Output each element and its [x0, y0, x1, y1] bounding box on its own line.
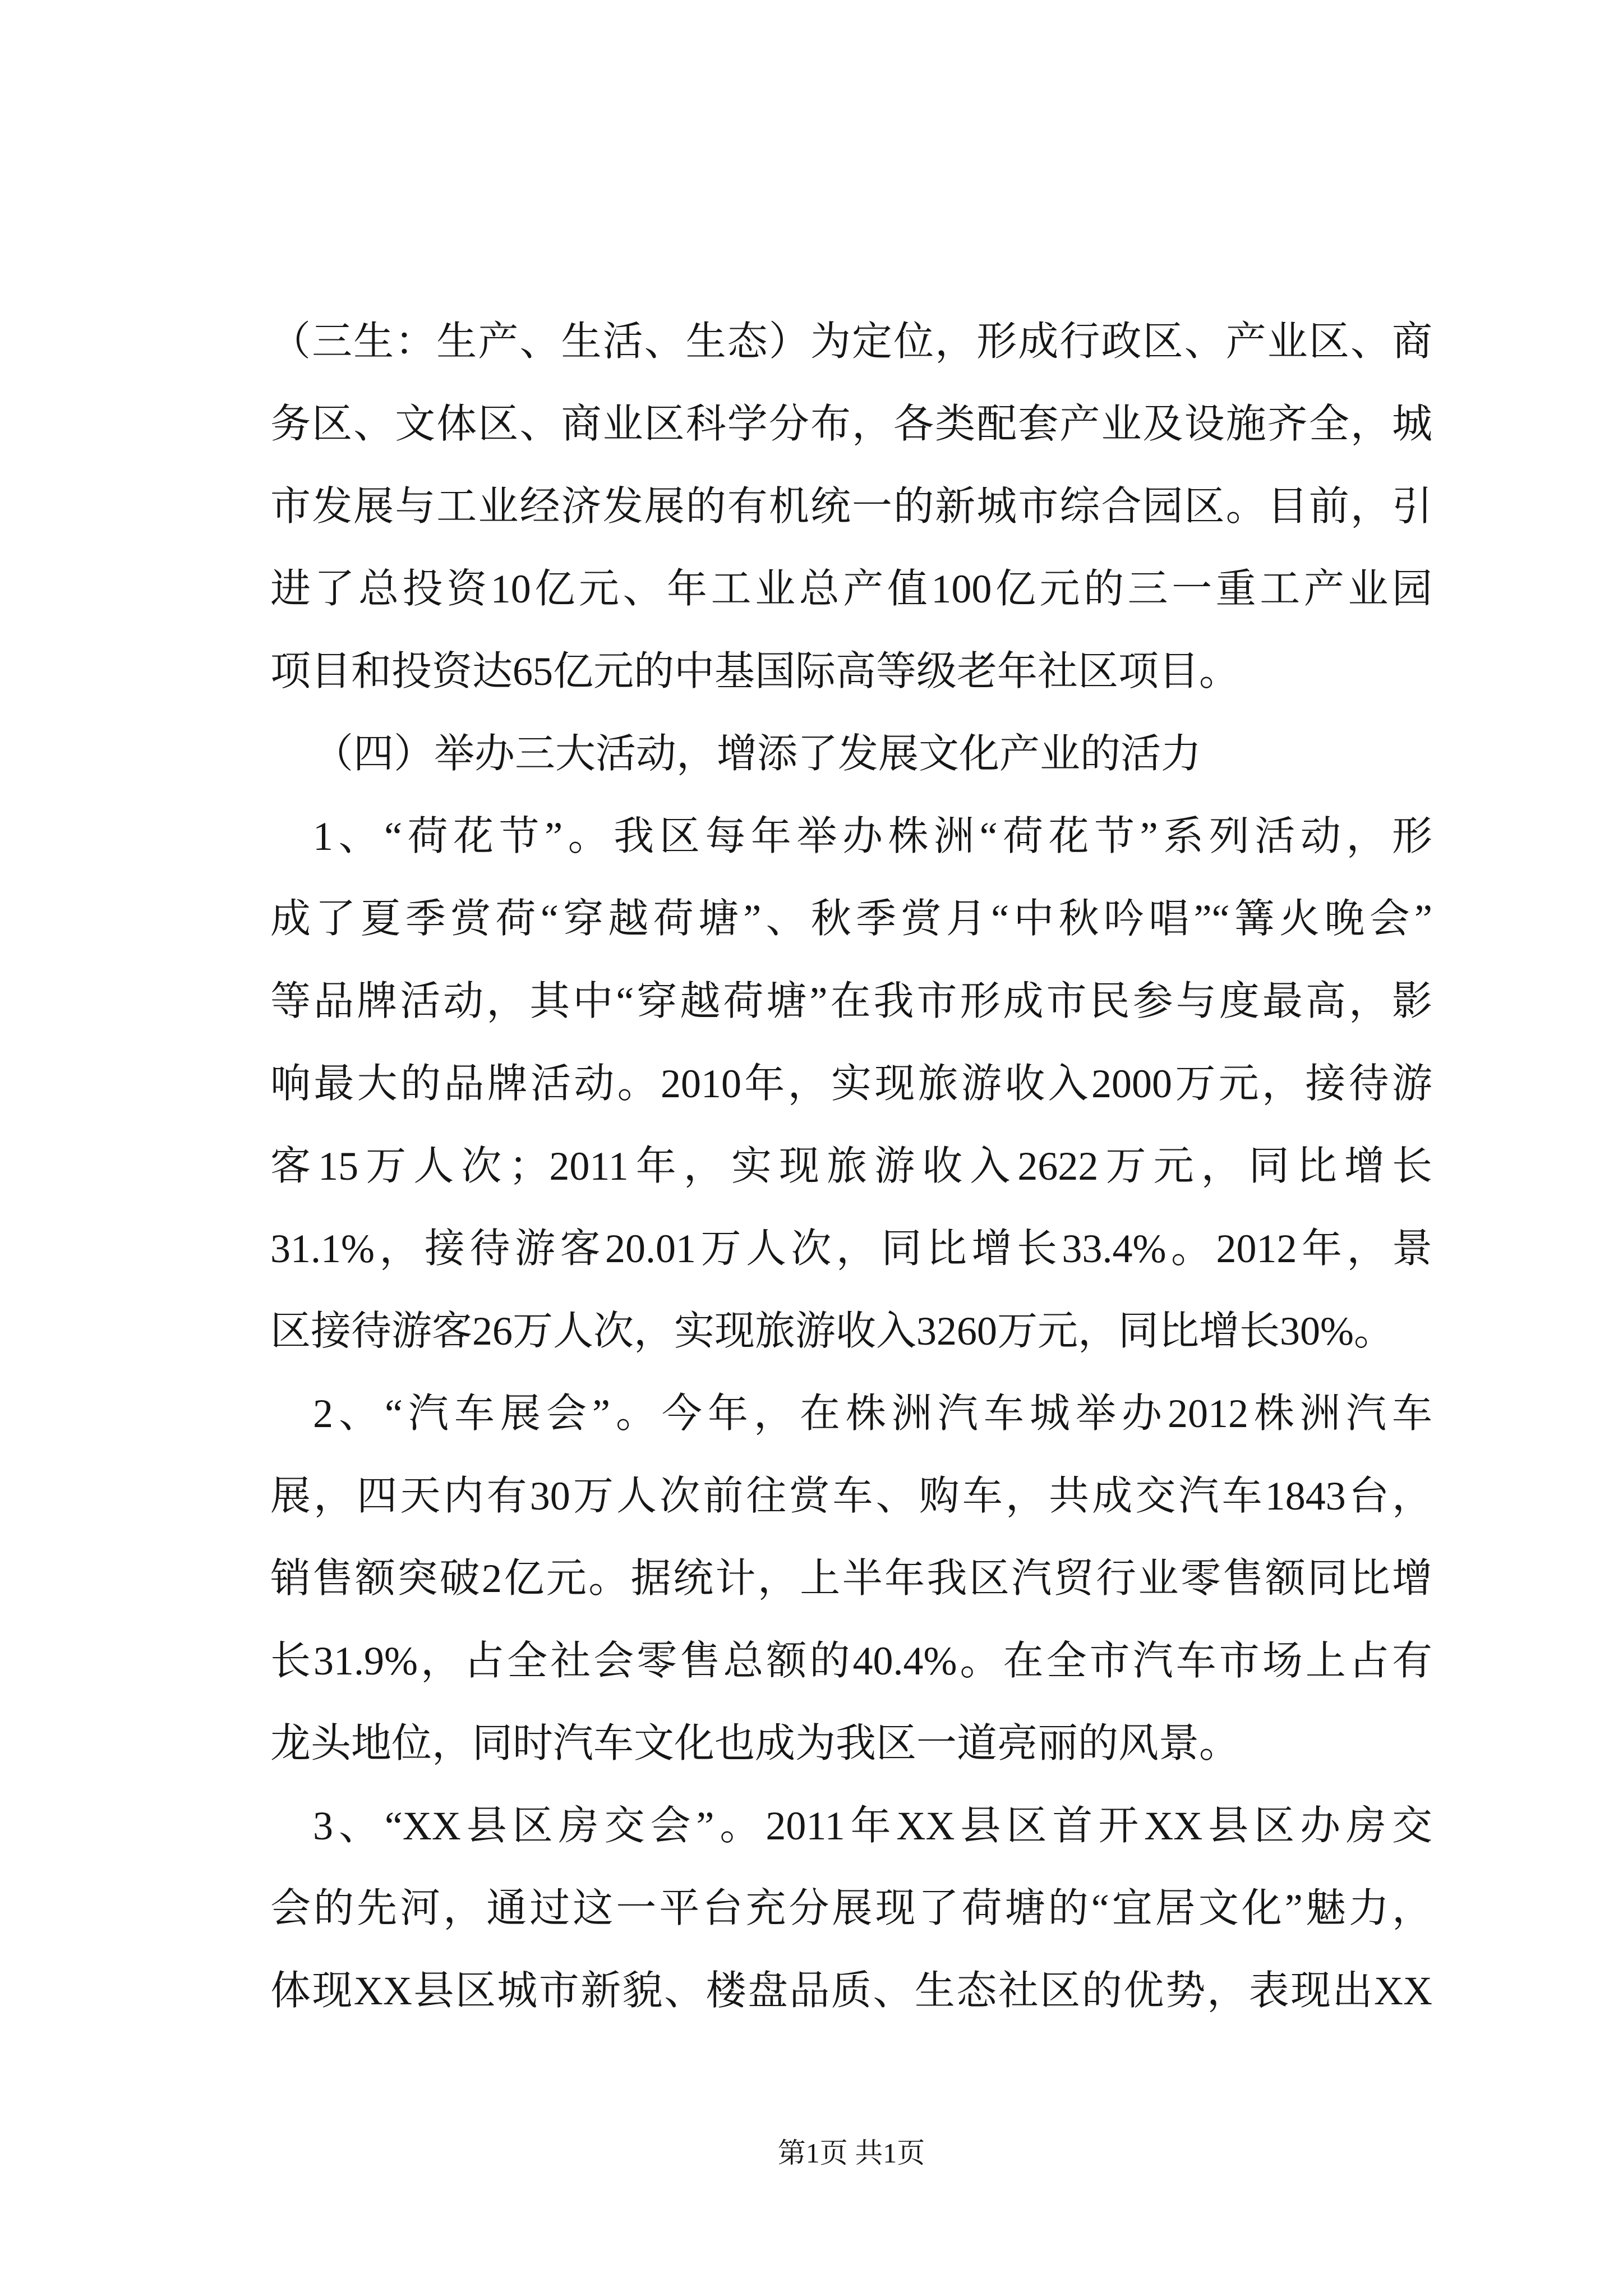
section-heading: （四）举办三大活动，增添了发展文化产业的活力: [313, 731, 1202, 776]
paragraph-item-3: [270, 1785, 1432, 2032]
text-line: 项目和投资达65亿元的中基国际高等级老年社区项目。: [270, 649, 1240, 694]
page-number-label: 第1页 共1页: [777, 2137, 925, 2169]
section-heading-block: [270, 713, 1432, 795]
text-line: 展，四天内有30万人次前往赏车、购车，共成交汽车1843台，: [270, 1474, 1432, 1519]
text-line: 会的先河，通过这一平台充分展现了荷塘的“宜居文化”魅力，: [270, 1886, 1432, 1931]
text-line: 区接待游客26万人次，实现旅游收入3260万元，同比增长30%。: [270, 1309, 1394, 1354]
text-line: 龙头地位，同时汽车文化也成为我区一道亮丽的风景。: [270, 1721, 1240, 1766]
text-line: 响最大的品牌活动。2010年，实现旅游收入2000万元，接待游: [270, 1061, 1432, 1106]
paragraph-item-2: [270, 1373, 1432, 1785]
paragraph-item-1: [270, 795, 1432, 1373]
text-line: 市发展与工业经济发展的有机统一的新城市综合园区。目前，引: [270, 484, 1432, 529]
text-line: 2、“汽车展会”。今年，在株洲汽车城举办2012株洲汽车: [313, 1391, 1432, 1436]
text-line: 进了总投资10亿元、年工业总产值100亿元的三一重工产业园: [270, 567, 1432, 611]
text-line: 等品牌活动，其中“穿越荷塘”在我市形成市民参与度最高，影: [270, 979, 1432, 1024]
text-line: 1、“荷花节”。我区每年举办株洲“荷花节”系列活动，形: [313, 814, 1432, 859]
document-body: [270, 301, 1432, 2032]
text-line: 务区、文体区、商业区科学分布，各类配套产业及设施齐全，城: [270, 402, 1432, 447]
text-line: 3、“XX县区房交会”。2011年XX县区首开XX县区办房交: [313, 1803, 1432, 1848]
text-line: 销售额突破2亿元。据统计，上半年我区汽贸行业零售额同比增: [270, 1556, 1432, 1601]
text-line: 体现XX县区城市新貌、楼盘品质、生态社区的优势，表现出XX: [270, 1968, 1432, 2013]
text-line: 31.1%，接待游客20.01万人次，同比增长33.4%。2012年，景: [270, 1226, 1432, 1271]
text-line: 长31.9%，占全社会零售总额的40.4%。在全市汽车市场上占有: [270, 1639, 1432, 1683]
text-line: 成了夏季赏荷“穿越荷塘”、秋季赏月“中秋吟唱”“篝火晚会”: [270, 896, 1432, 941]
text-line: 客15万人次；2011年，实现旅游收入2622万元，同比增长: [270, 1144, 1432, 1189]
text-line: （三生：生产、生活、生态）为定位，形成行政区、产业区、商: [270, 319, 1432, 364]
paragraph-intro: [270, 301, 1432, 713]
page-footer: [270, 2135, 1432, 2171]
